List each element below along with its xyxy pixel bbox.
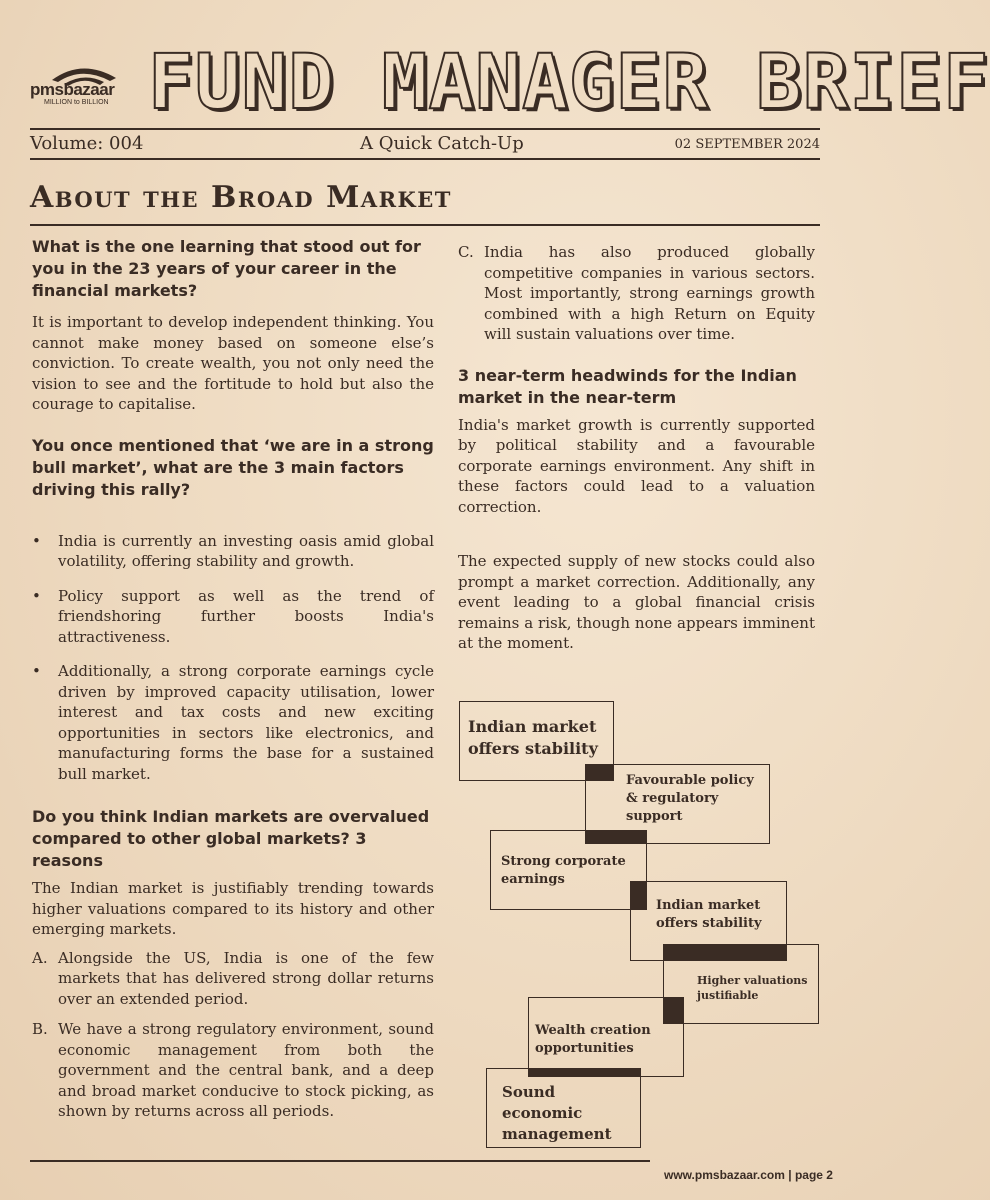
volume-label: Volume: 004 [30,133,144,154]
diagram-box-5: Higher valuations justifiable [663,944,819,1024]
list-item: A. Alongside the US, India is one of the few markets that has delivered strong dollar returns over an extended period. [32,948,434,1008]
header-rule-bottom [30,158,820,160]
diagram-box-1: Indian market offers stability [459,701,614,781]
factors-list [32,531,434,785]
diagram-connector [528,1068,641,1077]
diagram-connector [630,881,647,910]
logo-tagline: MILLION to BILLION [44,99,109,106]
footer-rule [30,1160,650,1162]
logo-text: pmsbazaar [30,80,115,99]
page-title: FUND MANAGER BRIEF [148,37,990,126]
diagram-connector [663,944,787,961]
reasons-list-continued [458,242,815,345]
answer-1: It is important to develop independent thinking. You cannot make money based on someone else’s conviction. To create wealth, you not only need the vision to see and the fortitude to hold but also the courage to capitalise. [32,313,434,413]
diagram-box-6: Wealth creation opportunities [528,997,684,1077]
diagram-connector [585,830,647,844]
list-item: B. We have a strong regulatory environment, sound economic management from both the government and the central bank, and a deep and broad market conducive to stock picking, as shown by returns across all periods. [32,1020,434,1120]
list-item: C. India has also produced globally competitive companies in various sectors. Most importantly, strong earnings growth combined with a high Return on Equity will sustain valuations over time. [458,243,815,343]
footer-page-label: www.pmsbazaar.com | page 2 [664,1168,833,1182]
list-item: • Additionally, a strong corporate earnings cycle driven by improved capacity utilisation, lower interest and tax costs and new exciting opportunities in sectors like electronics, and manufacturing forms the base for a sustained bull market. [32,661,434,784]
question-3: Do you think Indian markets are overvalued compared to other global markets? 3 reasons [32,807,430,870]
list-item: • India is currently an investing oasis amid global volatility, offering stability and growth. [32,531,434,572]
list-item: • Policy support as well as the trend of friendshoring further boosts India's attractiveness. [32,586,434,648]
issue-date: 02 SEPTEMBER 2024 [674,137,820,152]
answer-3: The Indian market is justifiably trending towards higher valuations compared to its history and other emerging markets. [32,879,434,938]
right-column [458,242,815,654]
header-rule-top [30,128,820,130]
diagram-box-3: Strong corporate earnings [490,830,647,910]
answer-4: India's market growth is currently supported by political stability and a favourable corporate earnings environment. Any shift in these factors could lead to a valuation correction. [458,415,815,516]
answer-5: The expected supply of new stocks could also prompt a market correction. Additionally, any event leading to a global financial crisis remains a risk, though none appears imminent at the moment. [458,552,815,652]
diagram-connector [585,764,614,781]
section-title: About the Broad Market [30,180,452,215]
diagram-box-4: Indian market offers stability [630,881,787,961]
question-2: You once mentioned that ‘we are in a strong bull market’, what are the 3 main factors driving this rally? [32,435,434,499]
question-4: 3 near-term headwinds for the Indian market in the near-term [458,365,797,407]
diagram-box-2: Favourable policy & regulatory support [585,764,770,844]
reasons-list [32,948,434,1122]
diagram-box-7: Sound economic management [486,1068,641,1148]
diagram-connector [663,997,684,1024]
question-1: What is the one learning that stood out for you in the 23 years of your career in the financial markets? [32,237,421,300]
header-subtitle: A Quick Catch-Up [360,133,524,154]
section-rule [30,224,820,226]
left-column [32,236,434,1122]
